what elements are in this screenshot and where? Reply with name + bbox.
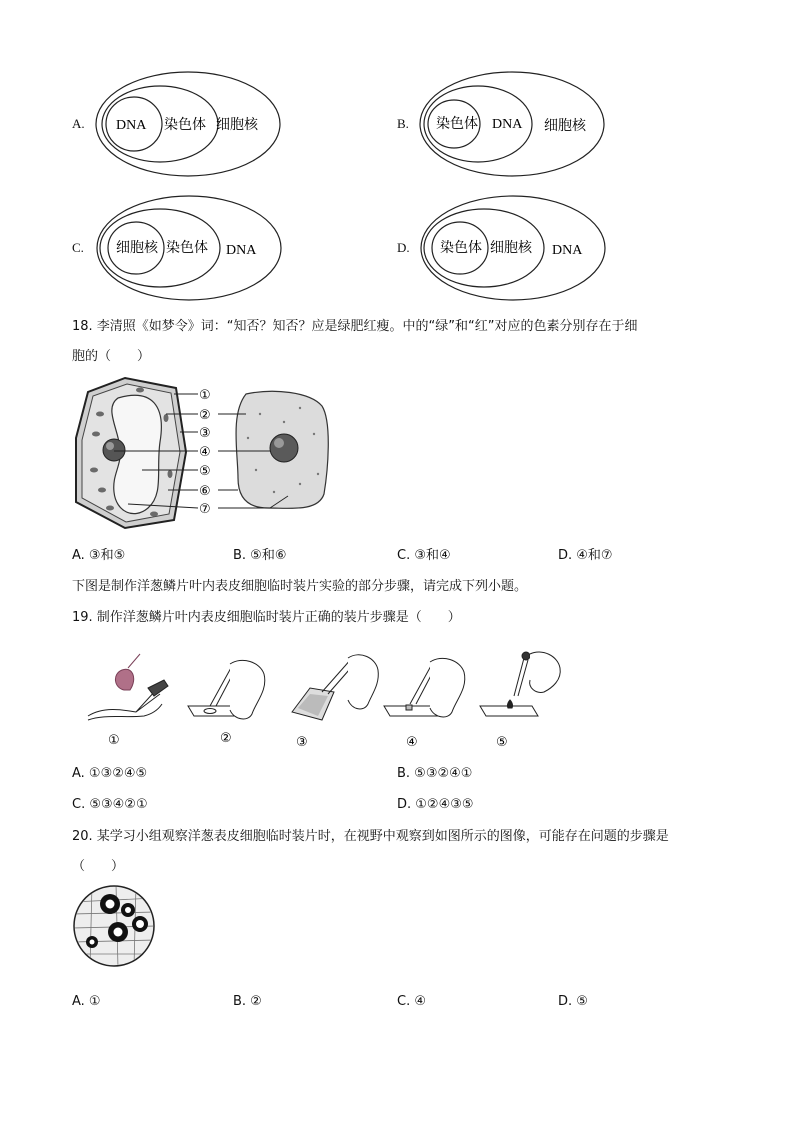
outer-label: 细胞核 bbox=[216, 117, 258, 133]
step-5-drop-water bbox=[480, 652, 560, 716]
q20-stem-line1: 20. 某学习小组观察洋葱表皮细胞临时装片时，在视野中观察到如图所示的图像，可能存在问题的步骤是 bbox=[72, 829, 669, 844]
q17-option-b-letter[interactable]: B. bbox=[397, 116, 409, 131]
label-4: ④ bbox=[199, 445, 211, 460]
step-label-1: ① bbox=[108, 733, 120, 748]
q19-option-a[interactable]: A. ①③②④⑤ bbox=[72, 766, 148, 781]
svg-text:染色体: 染色体 bbox=[436, 116, 478, 132]
q17-option-c-letter[interactable]: C. bbox=[72, 240, 84, 255]
svg-text:细胞核: 细胞核 bbox=[544, 118, 586, 134]
q20-option-d[interactable]: D. ⑤ bbox=[558, 994, 588, 1009]
step-2-place-on-slide bbox=[188, 660, 265, 719]
middle-label: 染色体 bbox=[164, 117, 206, 133]
q19-option-b[interactable]: B. ⑤③②④① bbox=[397, 766, 473, 781]
q18-stem-line2: 胞的（ ） bbox=[72, 349, 151, 364]
q18-option-c[interactable]: C. ③和④ bbox=[397, 548, 451, 563]
step-4-spread bbox=[384, 658, 465, 717]
q19-option-c[interactable]: C. ⑤③④②① bbox=[72, 797, 148, 812]
q17-option-c-diagram bbox=[94, 194, 286, 302]
plant-nucleus bbox=[103, 439, 125, 461]
step-label-5: ⑤ bbox=[496, 735, 508, 750]
svg-text:细胞核: 细胞核 bbox=[490, 240, 532, 256]
step-label-3: ③ bbox=[296, 735, 308, 750]
svg-text:染色体: 染色体 bbox=[440, 240, 482, 256]
q17-option-d-diagram bbox=[418, 194, 610, 302]
q18-cell-diagram bbox=[70, 374, 340, 532]
q18-option-d[interactable]: D. ④和⑦ bbox=[558, 548, 613, 563]
q17-option-d-letter[interactable]: D. bbox=[397, 240, 410, 255]
svg-text:DNA: DNA bbox=[552, 243, 583, 258]
q20-option-b[interactable]: B. ② bbox=[233, 994, 262, 1009]
label-6: ⑥ bbox=[199, 484, 211, 499]
q20-option-c[interactable]: C. ④ bbox=[397, 994, 426, 1009]
label-7: ⑦ bbox=[199, 502, 211, 517]
q19-steps-illustration bbox=[84, 650, 574, 750]
q20-stem-line2: （ ） bbox=[72, 859, 125, 874]
q17-option-a-letter[interactable]: A. bbox=[72, 116, 85, 131]
svg-text:DNA: DNA bbox=[226, 243, 257, 258]
svg-text:细胞核: 细胞核 bbox=[116, 240, 158, 256]
step-label-4: ④ bbox=[406, 735, 418, 750]
section-intro: 下图是制作洋葱鳞片叶内表皮细胞临时装片实验的部分步骤，请完成下列小题。 bbox=[72, 579, 528, 594]
label-2: ② bbox=[199, 408, 211, 423]
q18-option-b[interactable]: B. ⑤和⑥ bbox=[233, 548, 287, 563]
inner-label: DNA bbox=[116, 118, 147, 133]
label-5: ⑤ bbox=[199, 464, 211, 479]
q19-stem: 19. 制作洋葱鳞片叶内表皮细胞临时装片正确的装片步骤是（ ） bbox=[72, 610, 461, 625]
svg-text:DNA: DNA bbox=[492, 117, 523, 132]
q20-microscope-field bbox=[72, 884, 156, 968]
step-label-2: ② bbox=[220, 731, 232, 746]
svg-text:染色体: 染色体 bbox=[166, 240, 208, 256]
label-1: ① bbox=[199, 388, 211, 403]
q19-option-d[interactable]: D. ①②④③⑤ bbox=[397, 797, 474, 812]
animal-nucleus bbox=[270, 434, 298, 462]
q17-options bbox=[0, 0, 794, 300]
q20-option-a[interactable]: A. ① bbox=[72, 994, 101, 1009]
q18-stem-line1: 18. 李清照《如梦令》词：“知否？知否？应是绿肥红瘦。中的“绿”和“红”对应的色素分别存在于细 bbox=[72, 319, 638, 334]
step-1-tear-epidermis bbox=[88, 654, 168, 720]
q17-option-a-diagram bbox=[94, 70, 284, 178]
q18-option-a[interactable]: A. ③和⑤ bbox=[72, 548, 126, 563]
step-3-cover bbox=[292, 655, 378, 720]
label-3: ③ bbox=[199, 426, 211, 441]
q17-option-b-diagram bbox=[418, 70, 608, 178]
